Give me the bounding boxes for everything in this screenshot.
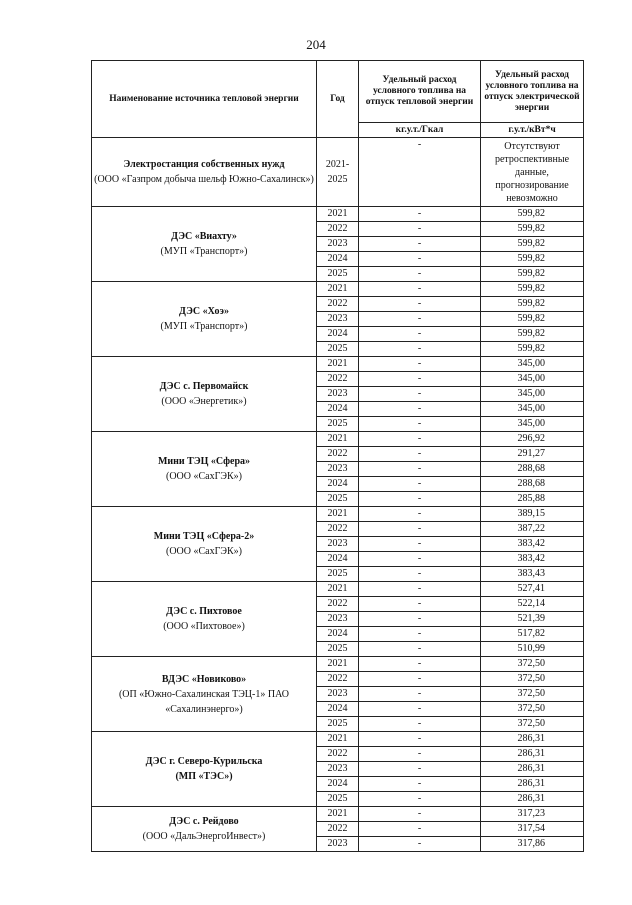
heat-cell: - — [359, 207, 481, 222]
year-cell: 2025 — [317, 417, 359, 432]
heat-cell: - — [359, 807, 481, 822]
year-cell: 2022 — [317, 597, 359, 612]
year-cell: 2023 — [317, 837, 359, 852]
year-cell: 2021 — [317, 582, 359, 597]
elec-note-cell: Отсутствуют ретроспективные данные, прогнозирование невозможно — [481, 138, 584, 207]
year-cell: 2021 — [317, 207, 359, 222]
elec-cell: 383,43 — [481, 567, 584, 582]
header-elec-unit: г.у.т./кВт*ч — [481, 123, 584, 138]
year-cell: 2024 — [317, 627, 359, 642]
elec-cell: 599,82 — [481, 252, 584, 267]
year-cell: 2023 — [317, 612, 359, 627]
source-org: (МУП «Транспорт») — [160, 321, 248, 332]
source-name — [92, 282, 317, 357]
heat-cell: - — [359, 792, 481, 807]
table-row — [92, 507, 584, 522]
year-cell: 2022 — [317, 672, 359, 687]
source-title: ДЭС с. Пихтовое — [166, 606, 242, 617]
heat-cell: - — [359, 822, 481, 837]
source-title: ВДЭС «Новиково» — [161, 673, 247, 685]
source-name — [92, 807, 317, 852]
source-org: (ООО «ДальЭнергоИнвест») — [142, 831, 266, 842]
elec-cell: 372,50 — [481, 672, 584, 687]
heat-cell: - — [359, 687, 481, 702]
elec-cell: 345,00 — [481, 372, 584, 387]
elec-cell: 317,54 — [481, 822, 584, 837]
heat-cell: - — [359, 507, 481, 522]
year-cell: 2024 — [317, 552, 359, 567]
elec-cell: 599,82 — [481, 207, 584, 222]
year-cell: 2021 — [317, 357, 359, 372]
table-row — [92, 657, 584, 672]
heat-cell: - — [359, 267, 481, 282]
elec-cell: 345,00 — [481, 387, 584, 402]
year-cell: 2021 — [317, 807, 359, 822]
elec-cell: 599,82 — [481, 327, 584, 342]
year-cell: 2022 — [317, 222, 359, 237]
year-cell: 2024 — [317, 702, 359, 717]
heat-cell: - — [359, 642, 481, 657]
header-heat-unit: кг.у.т./Гкал — [359, 123, 481, 138]
year-cell: 2024 — [317, 327, 359, 342]
heat-cell: - — [359, 672, 481, 687]
heat-cell: - — [359, 552, 481, 567]
heat-cell: - — [359, 762, 481, 777]
year-cell: 2022 — [317, 522, 359, 537]
source-org: (МУП «Транспорт») — [160, 246, 248, 257]
table-row — [92, 282, 584, 297]
elec-cell: 383,42 — [481, 552, 584, 567]
elec-cell: 372,50 — [481, 717, 584, 732]
heat-cell: - — [359, 837, 481, 852]
source-name — [92, 657, 317, 732]
heat-cell: - — [359, 447, 481, 462]
source-title: Мини ТЭЦ «Сфера-2» — [153, 531, 255, 542]
year-cell: 2023 — [317, 537, 359, 552]
heat-cell: - — [359, 342, 481, 357]
header-year: Год — [317, 61, 359, 138]
source-org: (ООО «Энергетик») — [161, 396, 247, 407]
elec-cell: 383,42 — [481, 537, 584, 552]
page-number: 204 — [306, 37, 326, 52]
elec-cell: 317,86 — [481, 837, 584, 852]
elec-cell: 345,00 — [481, 357, 584, 372]
heat-cell: - — [359, 702, 481, 717]
year-cell: 2025 — [317, 492, 359, 507]
heat-cell: - — [359, 312, 481, 327]
source-title: ДЭС «Хоэ» — [179, 306, 229, 317]
year-cell: 2021 — [317, 282, 359, 297]
year-cell: 2021 — [317, 657, 359, 672]
elec-cell: 286,31 — [481, 792, 584, 807]
elec-cell: 286,31 — [481, 747, 584, 762]
year-cell: 2023 — [317, 687, 359, 702]
year-cell: 2024 — [317, 402, 359, 417]
source-org: (ООО «Пихтовое») — [163, 621, 245, 632]
heat-cell: - — [359, 627, 481, 642]
source-name — [92, 582, 317, 657]
year-cell: 2022 — [317, 747, 359, 762]
elec-cell: 599,82 — [481, 237, 584, 252]
elec-cell: 372,50 — [481, 657, 584, 672]
elec-cell: 288,68 — [481, 477, 584, 492]
header-heat: Удельный расход условного топлива на отпуск тепловой энергии — [359, 61, 481, 123]
source-name — [92, 732, 317, 807]
elec-cell: 345,00 — [481, 417, 584, 432]
elec-cell: 599,82 — [481, 267, 584, 282]
heat-cell: - — [359, 297, 481, 312]
elec-cell: 291,27 — [481, 447, 584, 462]
elec-cell: 517,82 — [481, 627, 584, 642]
table-row — [92, 732, 584, 747]
source-title: ДЭС г. Северо-Курильска — [145, 756, 263, 767]
heat-cell: - — [359, 237, 481, 252]
fuel-consumption-table — [91, 60, 584, 852]
elec-cell: 387,22 — [481, 522, 584, 537]
year-cell: 2021-2025 — [317, 138, 359, 207]
year-cell: 2022 — [317, 822, 359, 837]
elec-cell: 510,99 — [481, 642, 584, 657]
year-cell: 2022 — [317, 447, 359, 462]
heat-cell: - — [359, 612, 481, 627]
header-elec: Удельный расход условного топлива на отпуск электрической энергии — [481, 61, 584, 123]
source-title: ДЭС «Виахту» — [171, 231, 237, 242]
elec-cell: 599,82 — [481, 282, 584, 297]
heat-cell: - — [359, 252, 481, 267]
heat-cell: - — [359, 777, 481, 792]
source-title: ДЭС с. Первомайск — [159, 381, 249, 392]
heat-cell: - — [359, 327, 481, 342]
source-org: (ООО «СахГЭК») — [166, 471, 242, 482]
year-cell: 2024 — [317, 777, 359, 792]
heat-cell: - — [359, 372, 481, 387]
source-name — [92, 357, 317, 432]
header-source: Наименование источника тепловой энергии — [92, 61, 317, 138]
source-title: Электростанция собственных нужд — [123, 159, 285, 170]
heat-cell: - — [359, 522, 481, 537]
heat-cell: - — [359, 357, 481, 372]
heat-cell: - — [359, 657, 481, 672]
year-cell: 2023 — [317, 312, 359, 327]
elec-cell: 286,31 — [481, 762, 584, 777]
elec-cell: 389,15 — [481, 507, 584, 522]
elec-cell: 286,31 — [481, 777, 584, 792]
source-name — [92, 207, 317, 282]
year-cell: 2025 — [317, 792, 359, 807]
heat-cell: - — [359, 747, 481, 762]
elec-cell: 288,68 — [481, 462, 584, 477]
heat-cell: - — [359, 417, 481, 432]
year-cell: 2025 — [317, 567, 359, 582]
table-row — [92, 207, 584, 222]
source-org: (ООО «СахГЭК») — [166, 546, 242, 557]
table-row — [92, 357, 584, 372]
source-org: (ОП «Южно-Сахалинская ТЭЦ-1» ПАО «Сахалинэнерго») — [118, 688, 290, 715]
heat-cell: - — [359, 567, 481, 582]
year-cell: 2023 — [317, 237, 359, 252]
year-cell: 2023 — [317, 462, 359, 477]
source-org: (МП «ТЭС») — [175, 771, 233, 782]
heat-cell: - — [359, 432, 481, 447]
elec-cell: 296,92 — [481, 432, 584, 447]
elec-cell: 521,39 — [481, 612, 584, 627]
source-org: (ООО «Газпром добыча шельф Южно-Сахалинск») — [94, 174, 314, 185]
table-row — [92, 432, 584, 447]
elec-cell: 286,31 — [481, 732, 584, 747]
elec-cell: 372,50 — [481, 702, 584, 717]
heat-cell: - — [359, 282, 481, 297]
elec-cell: 285,88 — [481, 492, 584, 507]
heat-cell: - — [359, 402, 481, 417]
year-cell: 2021 — [317, 507, 359, 522]
heat-cell: - — [359, 222, 481, 237]
elec-cell: 527,41 — [481, 582, 584, 597]
year-cell: 2021 — [317, 432, 359, 447]
elec-cell: 522,14 — [481, 597, 584, 612]
source-name — [92, 507, 317, 582]
year-cell: 2025 — [317, 342, 359, 357]
heat-cell: - — [359, 477, 481, 492]
source-title: Мини ТЭЦ «Сфера» — [157, 456, 251, 467]
year-cell: 2025 — [317, 267, 359, 282]
year-cell: 2024 — [317, 252, 359, 267]
heat-cell: - — [359, 492, 481, 507]
elec-cell: 372,50 — [481, 687, 584, 702]
elec-cell: 599,82 — [481, 297, 584, 312]
year-cell: 2025 — [317, 642, 359, 657]
heat-cell: - — [359, 582, 481, 597]
year-cell: 2023 — [317, 387, 359, 402]
table-row — [92, 807, 584, 822]
year-cell: 2021 — [317, 732, 359, 747]
heat-cell: - — [359, 717, 481, 732]
year-cell: 2025 — [317, 717, 359, 732]
elec-cell: 317,23 — [481, 807, 584, 822]
heat-cell: - — [359, 138, 481, 207]
year-cell: 2022 — [317, 372, 359, 387]
year-cell: 2024 — [317, 477, 359, 492]
year-cell: 2022 — [317, 297, 359, 312]
table-row — [92, 582, 584, 597]
heat-cell: - — [359, 597, 481, 612]
year-cell: 2023 — [317, 762, 359, 777]
heat-cell: - — [359, 462, 481, 477]
elec-cell: 345,00 — [481, 402, 584, 417]
heat-cell: - — [359, 537, 481, 552]
source-title: ДЭС с. Рейдово — [169, 816, 239, 827]
elec-cell: 599,82 — [481, 312, 584, 327]
source-name — [92, 432, 317, 507]
heat-cell: - — [359, 387, 481, 402]
elec-cell: 599,82 — [481, 342, 584, 357]
heat-cell: - — [359, 732, 481, 747]
elec-cell: 599,82 — [481, 222, 584, 237]
source-name-first — [92, 138, 317, 207]
